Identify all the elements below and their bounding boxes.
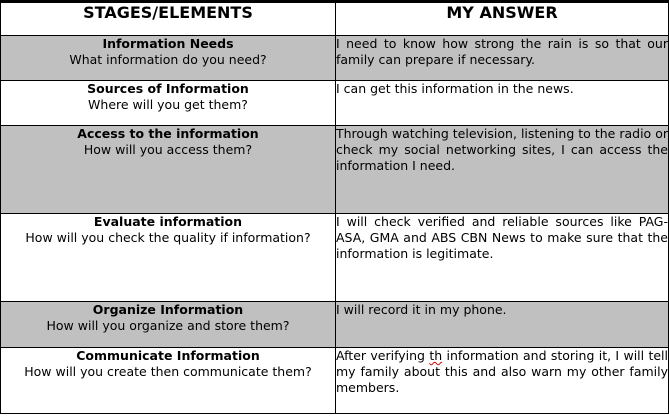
stage-cell	[1, 126, 336, 214]
stage-question: Where will you get them?	[88, 97, 248, 112]
table-row	[1, 81, 669, 126]
answer-text-start: After verifying	[336, 348, 430, 363]
stage-name: Organize Information	[92, 302, 244, 317]
stage-cell	[1, 302, 336, 348]
answer-text-end: information and storing it, I will tell my family about this and also warn my other family members.	[336, 348, 668, 395]
table-row	[1, 214, 669, 302]
stage-cell	[1, 348, 336, 414]
stage-cell	[1, 214, 336, 302]
answer-cell: I can get this information in the news.	[336, 81, 669, 126]
answer-cell: I will record it in my phone.	[336, 302, 669, 348]
header-stages: STAGES/ELEMENTS	[1, 2, 336, 36]
stage-question: How will you organize and store them?	[46, 318, 290, 333]
stage-name: Information Needs	[102, 36, 234, 51]
stage-question: What information do you need?	[69, 52, 267, 67]
header-row	[1, 2, 669, 36]
stage-cell	[1, 36, 336, 81]
stage-question: How will you check the quality if information?	[25, 230, 311, 245]
table-row	[1, 126, 669, 214]
answer-cell	[336, 348, 669, 414]
table-row	[1, 36, 669, 81]
spellcheck-flagged-word: th	[429, 348, 443, 363]
stage-name: Communicate Information	[76, 348, 260, 363]
header-answer: MY ANSWER	[336, 2, 669, 36]
stage-cell	[1, 81, 336, 126]
table-row	[1, 302, 669, 348]
answer-cell: I will check verified and reliable sources like PAG-ASA, GMA and ABS CBN News to make sure that the information is legitimate.	[336, 214, 669, 302]
stage-name: Access to the information	[77, 126, 259, 141]
stage-name: Sources of Information	[87, 81, 249, 96]
stage-question: How will you create then communicate them?	[24, 364, 312, 379]
stage-name: Evaluate information	[93, 214, 243, 229]
stage-question: How will you access them?	[83, 142, 253, 157]
table-row	[1, 348, 669, 414]
answer-cell: I need to know how strong the rain is so that our family can prepare if necessary.	[336, 36, 669, 81]
answer-cell: Through watching television, listening to the radio or check my social networking sites, I can access the information I need.	[336, 126, 669, 214]
